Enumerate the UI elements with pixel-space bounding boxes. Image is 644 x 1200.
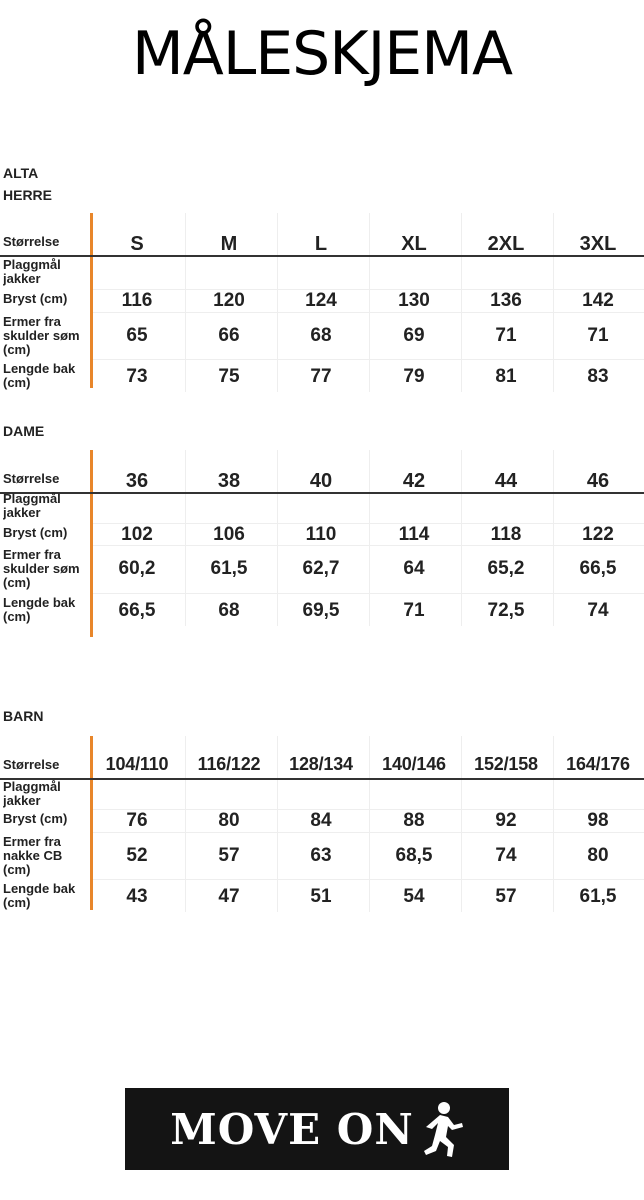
size-header-104-110: 104/110 bbox=[105, 754, 169, 774]
row-label: Plaggmål jakker bbox=[3, 780, 61, 808]
table-cell: 47 bbox=[218, 886, 240, 907]
grid-row-line bbox=[93, 879, 644, 880]
table-cell: 74 bbox=[587, 600, 609, 621]
brand-logo bbox=[125, 1088, 509, 1170]
row-label: Lengde bak (cm) bbox=[3, 882, 76, 910]
table-cell: 102 bbox=[121, 524, 153, 545]
size-header-46: 46 bbox=[586, 470, 610, 492]
size-row-label: Størrelse bbox=[3, 758, 60, 772]
grid-row-line bbox=[93, 832, 644, 833]
size-header-l: L bbox=[314, 233, 328, 255]
row-label: Bryst (cm) bbox=[3, 292, 68, 306]
table-cell: 114 bbox=[398, 524, 430, 545]
header-rule bbox=[0, 492, 644, 494]
table-cell: 43 bbox=[126, 886, 148, 907]
table-cell: 71 bbox=[587, 325, 609, 346]
table-cell: 76 bbox=[126, 810, 148, 831]
grid-row-line bbox=[93, 359, 644, 360]
table-cell: 63 bbox=[310, 845, 332, 866]
size-header-40: 40 bbox=[309, 470, 333, 492]
table-cell: 62,7 bbox=[302, 558, 340, 579]
table-cell: 65 bbox=[126, 325, 148, 346]
table-cell: 66 bbox=[218, 325, 240, 346]
row-label: Bryst (cm) bbox=[3, 812, 68, 826]
table-cell: 130 bbox=[398, 290, 430, 311]
size-header-38: 38 bbox=[217, 470, 241, 492]
table-cell: 81 bbox=[495, 366, 517, 387]
size-header-xl: XL bbox=[401, 233, 427, 255]
row-label: Ermer fra skulder søm (cm) bbox=[3, 548, 80, 590]
header-rule bbox=[0, 778, 644, 780]
size-header-2xl: 2XL bbox=[487, 233, 525, 255]
table-cell: 110 bbox=[305, 524, 337, 545]
table-cell: 122 bbox=[582, 524, 614, 545]
table-cell: 74 bbox=[495, 845, 517, 866]
table-cell: 54 bbox=[403, 886, 425, 907]
section-label-dame: DAME bbox=[3, 423, 45, 439]
row-label: Lengde bak (cm) bbox=[3, 362, 76, 390]
table-cell: 106 bbox=[213, 524, 245, 545]
size-header-152-158: 152/158 bbox=[474, 754, 538, 774]
table-cell: 68 bbox=[310, 325, 332, 346]
table-cell: 51 bbox=[310, 886, 332, 907]
row-label: Bryst (cm) bbox=[3, 526, 68, 540]
table-cell: 79 bbox=[403, 366, 425, 387]
table-cell: 84 bbox=[310, 810, 332, 831]
size-header-s: S bbox=[130, 233, 144, 255]
table-cell: 57 bbox=[218, 845, 240, 866]
row-label: Lengde bak (cm) bbox=[3, 596, 76, 624]
runner-icon bbox=[418, 1099, 464, 1159]
size-header-128-134: 128/134 bbox=[289, 754, 353, 774]
table-cell: 118 bbox=[490, 524, 522, 545]
table-cell: 61,5 bbox=[210, 558, 248, 579]
table-cell: 52 bbox=[126, 845, 148, 866]
grid-row-line bbox=[93, 312, 644, 313]
size-row-label: Størrelse bbox=[3, 235, 60, 249]
table-cell: 73 bbox=[126, 366, 148, 387]
table-cell: 72,5 bbox=[487, 600, 525, 621]
row-label: Ermer fra skulder søm (cm) bbox=[3, 315, 80, 357]
grid-row-line bbox=[93, 593, 644, 594]
table-cell: 80 bbox=[587, 845, 609, 866]
table-cell: 57 bbox=[495, 886, 517, 907]
brand-label: ALTA bbox=[3, 165, 39, 181]
table-cell: 65,2 bbox=[487, 558, 525, 579]
row-label: Plaggmål jakker bbox=[3, 492, 61, 520]
table-cell: 61,5 bbox=[579, 886, 617, 907]
table-cell: 120 bbox=[213, 290, 245, 311]
size-header-m: M bbox=[220, 233, 238, 255]
size-header-164-176: 164/176 bbox=[566, 754, 630, 774]
section-label-barn: BARN bbox=[3, 708, 44, 724]
table-cell: 68,5 bbox=[395, 845, 433, 866]
table-cell: 116 bbox=[121, 290, 153, 311]
size-header-42: 42 bbox=[402, 470, 426, 492]
table-cell: 66,5 bbox=[118, 600, 156, 621]
table-cell: 98 bbox=[587, 810, 609, 831]
table-cell: 64 bbox=[403, 558, 425, 579]
page-title: MÅLESKJEMA bbox=[132, 19, 512, 89]
size-header-36: 36 bbox=[125, 470, 149, 492]
size-row-label: Størrelse bbox=[3, 472, 60, 486]
table-cell: 80 bbox=[218, 810, 240, 831]
table-cell: 136 bbox=[490, 290, 522, 311]
size-header-116-122: 116/122 bbox=[197, 754, 261, 774]
header-rule bbox=[0, 255, 644, 257]
row-label: Plaggmål jakker bbox=[3, 258, 61, 286]
size-header-140-146: 140/146 bbox=[382, 754, 446, 774]
table-cell: 124 bbox=[305, 290, 337, 311]
table-cell: 69,5 bbox=[302, 600, 340, 621]
table-cell: 142 bbox=[582, 290, 614, 311]
table-cell: 92 bbox=[495, 810, 517, 831]
table-cell: 77 bbox=[310, 366, 332, 387]
table-cell: 88 bbox=[403, 810, 425, 831]
table-cell: 60,2 bbox=[118, 558, 156, 579]
table-cell: 71 bbox=[403, 600, 425, 621]
logo-text: MOVE ON bbox=[170, 1104, 414, 1154]
size-header-3xl: 3XL bbox=[579, 233, 617, 255]
table-cell: 69 bbox=[403, 325, 425, 346]
section-label-herre: HERRE bbox=[3, 187, 53, 203]
table-cell: 83 bbox=[587, 366, 609, 387]
size-header-44: 44 bbox=[494, 470, 518, 492]
table-cell: 75 bbox=[218, 366, 240, 387]
table-cell: 71 bbox=[495, 325, 517, 346]
table-cell: 66,5 bbox=[579, 558, 617, 579]
row-label: Ermer fra nakke CB (cm) bbox=[3, 835, 63, 877]
table-cell: 68 bbox=[218, 600, 240, 621]
